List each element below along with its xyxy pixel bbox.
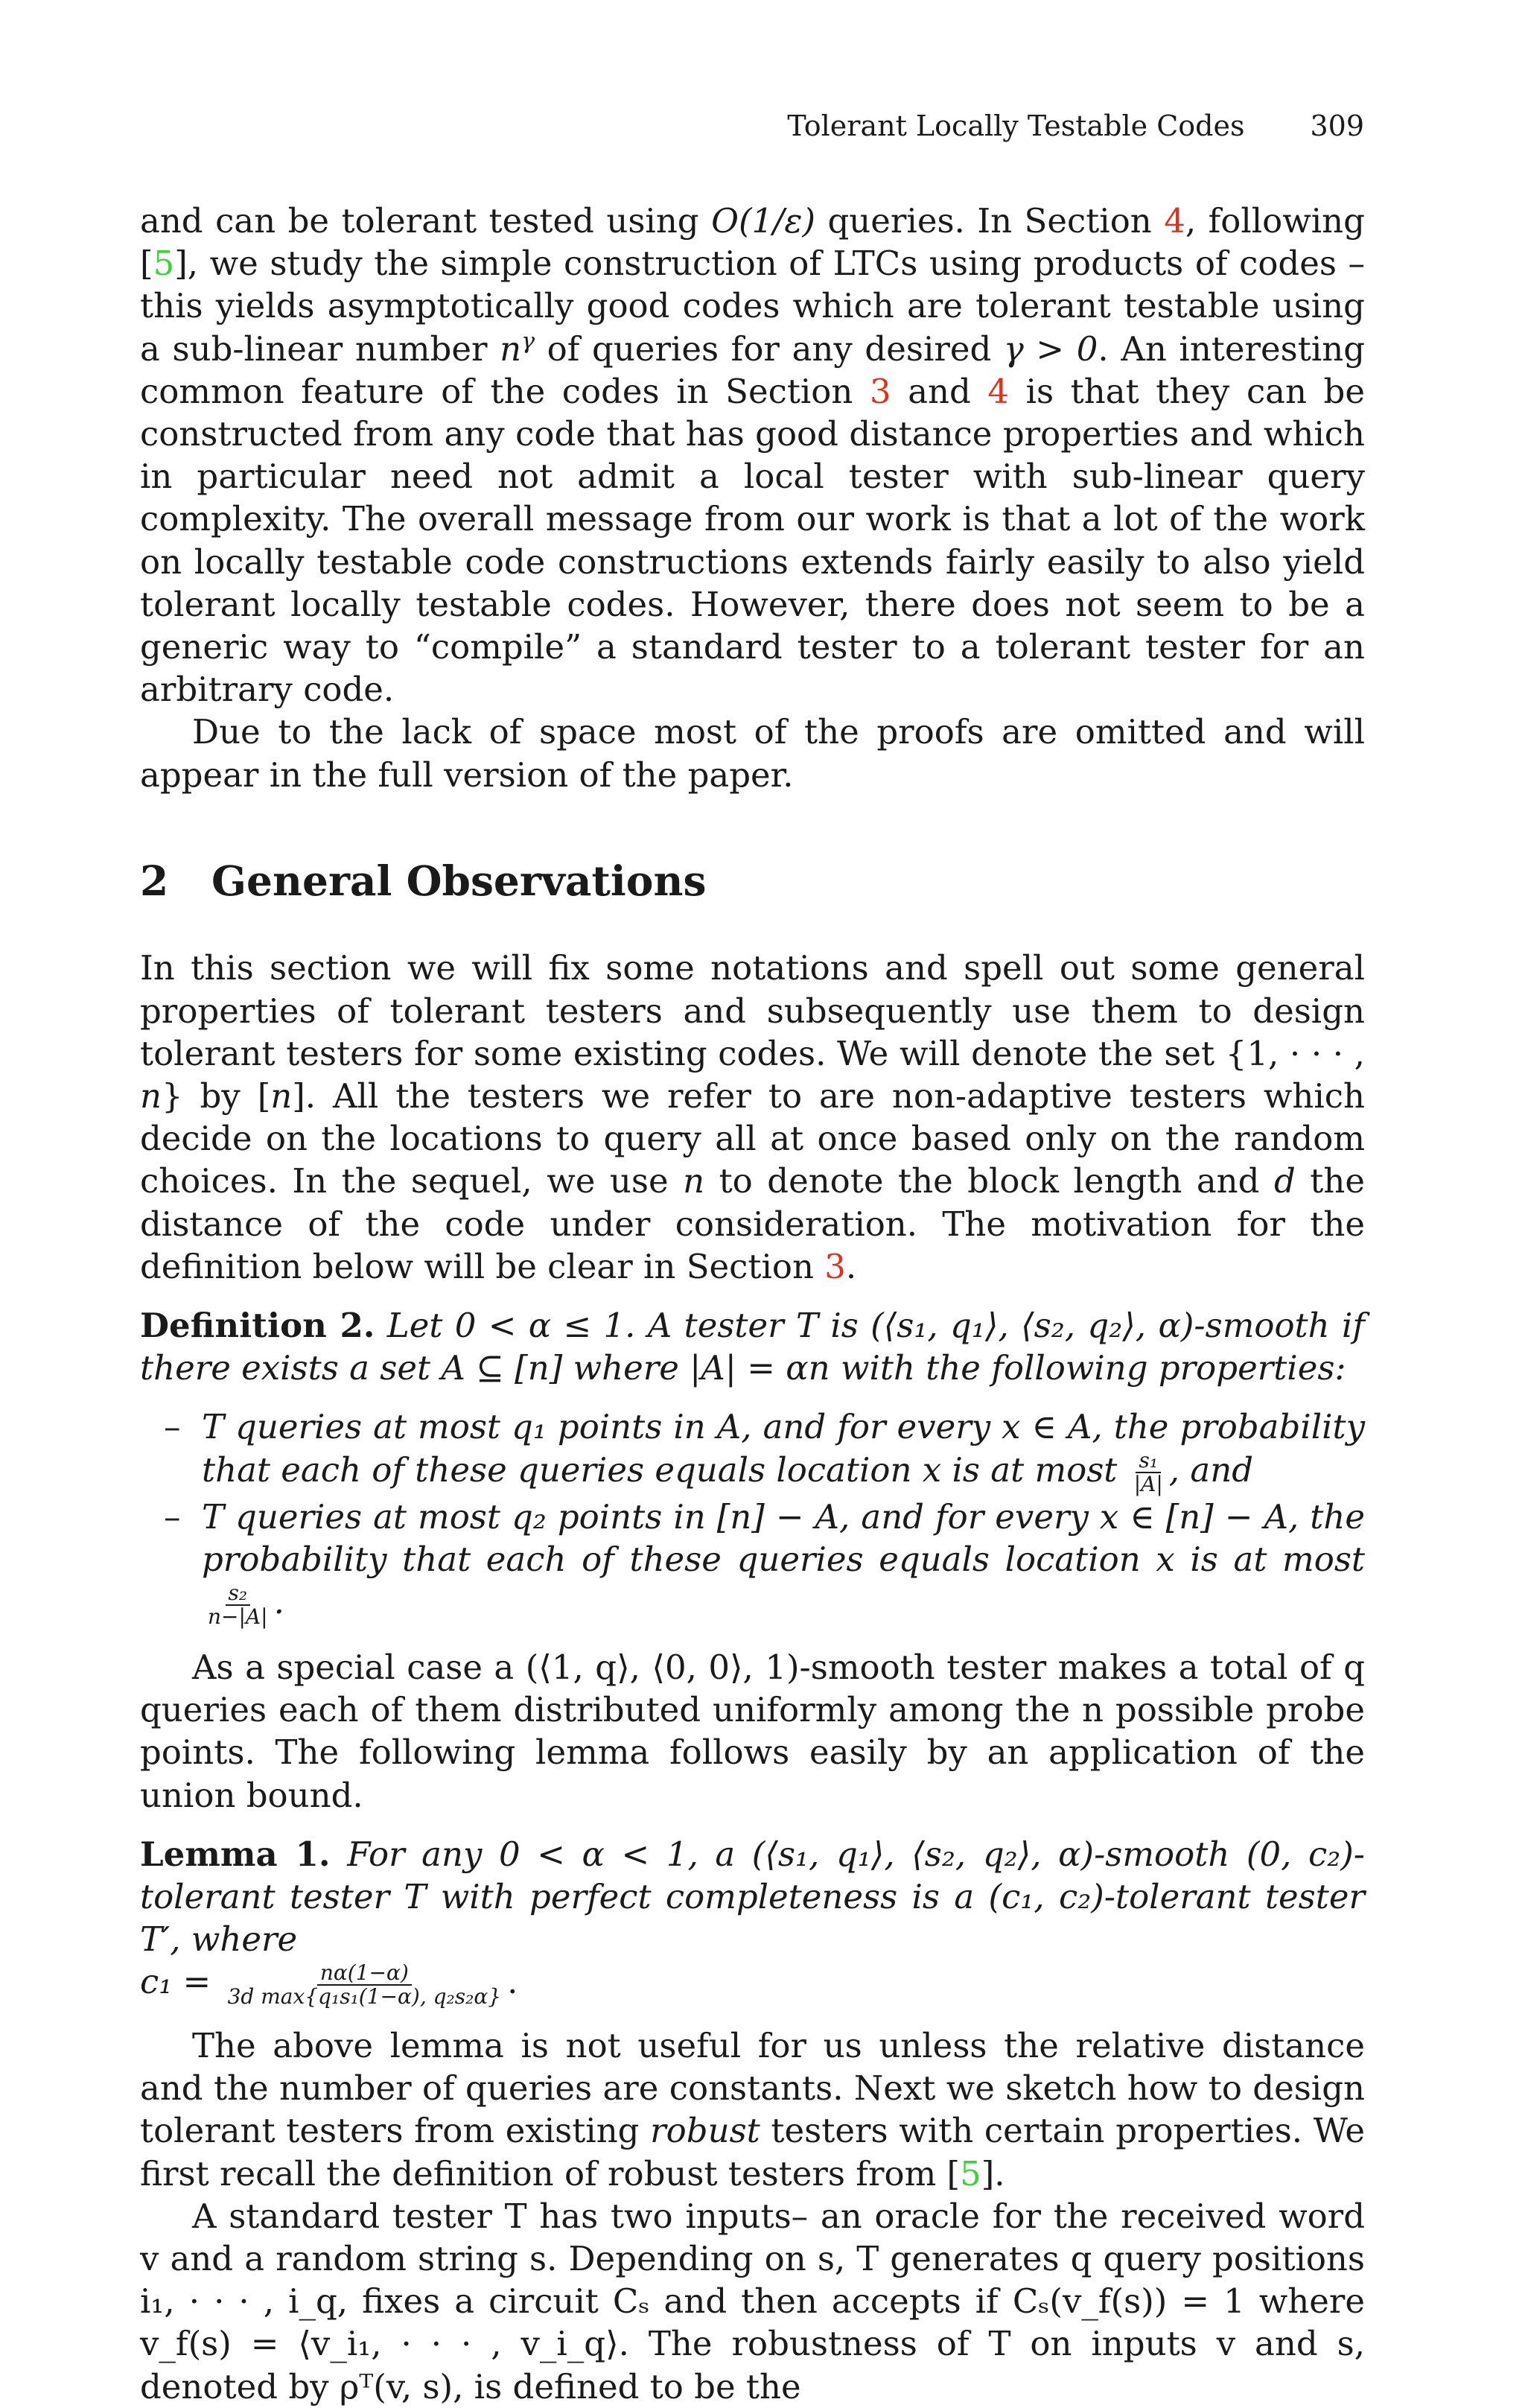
section-ref[interactable]: 4 [1164, 201, 1185, 241]
section-ref[interactable]: 3 [869, 371, 891, 411]
definition-item-2: – T queries at most q₂ points in [n] − A, and for every x ∈ [n] − A, the probability that each of these queries equals location x is at most $\frac{\text{s₂}}{n-|A|}$ . [140, 1496, 1365, 1628]
intro-paragraph-1: and can be tolerant tested using O(1/ε) queries. In Section 4, following [5], we study the simple construction of LTCs using products of codes – this yields asymptotically good codes which are tolerant testable using a sub-linear number $n^\gamma$ of queries for any desired γ > 0. An interesting common feature of the codes in Section 3 and 4 is that they can be constructed from any code that has good distance properties and which in particular need not admit a local tester with sub-linear query complexity. The overall message from our work is that a lot of the work on locally testable code constructions extends fairly easily to also yield tolerant locally testable codes. However, there does not seem to be a generic way to “compile” a standard tester to a tolerant tester for an arbitrary code. [140, 201, 1366, 710]
citation-ref[interactable]: 5 [960, 2153, 981, 2193]
section-ref[interactable]: 4 [987, 371, 1010, 411]
citation-ref[interactable]: 5 [153, 244, 175, 284]
running-title: Tolerant Locally Testable Codes [787, 109, 1245, 142]
definition-item-1: – T queries at most q₁ points in A, and for every x ∈ A, the probability that each of these queries equals location x is at most $\frac{\text{s₁}}{|A|}$ , and [140, 1405, 1365, 1496]
running-head [787, 109, 1364, 142]
section-ref[interactable]: 3 [824, 1246, 846, 1286]
page-number: 309 [1310, 109, 1364, 142]
definition-list [140, 1405, 1365, 1628]
section-paragraph-1: In this section we will fix some notations and spell out some general properties of tolerant testers and subsequently use them to design tolerant testers for some existing codes. We will denote the set {1, · · · , n} by [n]. All the testers we refer to are non-adaptive testers which decide on the locations to query all at once based only on the random choices. In the sequel, we use n to denote the block length and d the distance of the code under consideration. The motivation for the definition below will be clear in Section 3. [140, 948, 1365, 1286]
lemma-1: Lemma 1. For any 0 < α < 1, a (⟨s₁, q₁⟩, ⟨s₂, q₂⟩, α)-smooth (0, c₂)-tolerant tester T with perfect completeness is a (c₁, c₂)-tolerant tester T′, where c₁ = $\frac{n\alpha(1-\alpha)}{\text{3d max\{q₁s₁(1−α), q₂s₂α\}}}$ . [140, 1834, 1365, 2009]
main-text [140, 200, 1365, 2408]
after-lemma-paragraph-2: A standard tester T has two inputs– an oracle for the received word v and a random string s. Depending on s, T generates q query positions i₁, · · · , i_q, fixes a circuit Cₛ and then accepts if Cₛ(v_f(s)) = 1 where v_f(s) = ⟨v_i₁, · · · , v_i_q⟩. The robustness of T on inputs v and s, denoted by ρᵀ(v, s), is defined to be the [140, 2196, 1365, 2407]
after-definition-paragraph: As a special case a (⟨1, q⟩, ⟨0, 0⟩, 1)-smooth tester makes a total of q queries each of them distributed uniformly among the n possible probe points. The following lemma follows easily by an application of the union bound. [140, 1647, 1365, 1815]
definition-2: Definition 2. Let 0 < α ≤ 1. A tester T is (⟨s₁, q₁⟩, ⟨s₂, q₂⟩, α)-smooth if there exists a set A ⊆ [n] where |A| = αn with the following properties: [140, 1305, 1365, 1388]
intro-paragraph-2: Due to the lack of space most of the proofs are omitted and will appear in the full version of the paper. [140, 712, 1365, 795]
section-heading: 2 General Observations [140, 856, 707, 905]
after-lemma-paragraph-1: The above lemma is not useful for us unless the relative distance and the number of queries are constants. Next we sketch how to design tolerant testers from existing robust testers with certain properties. We first recall the definition of robust testers from [5]. [140, 2025, 1365, 2193]
